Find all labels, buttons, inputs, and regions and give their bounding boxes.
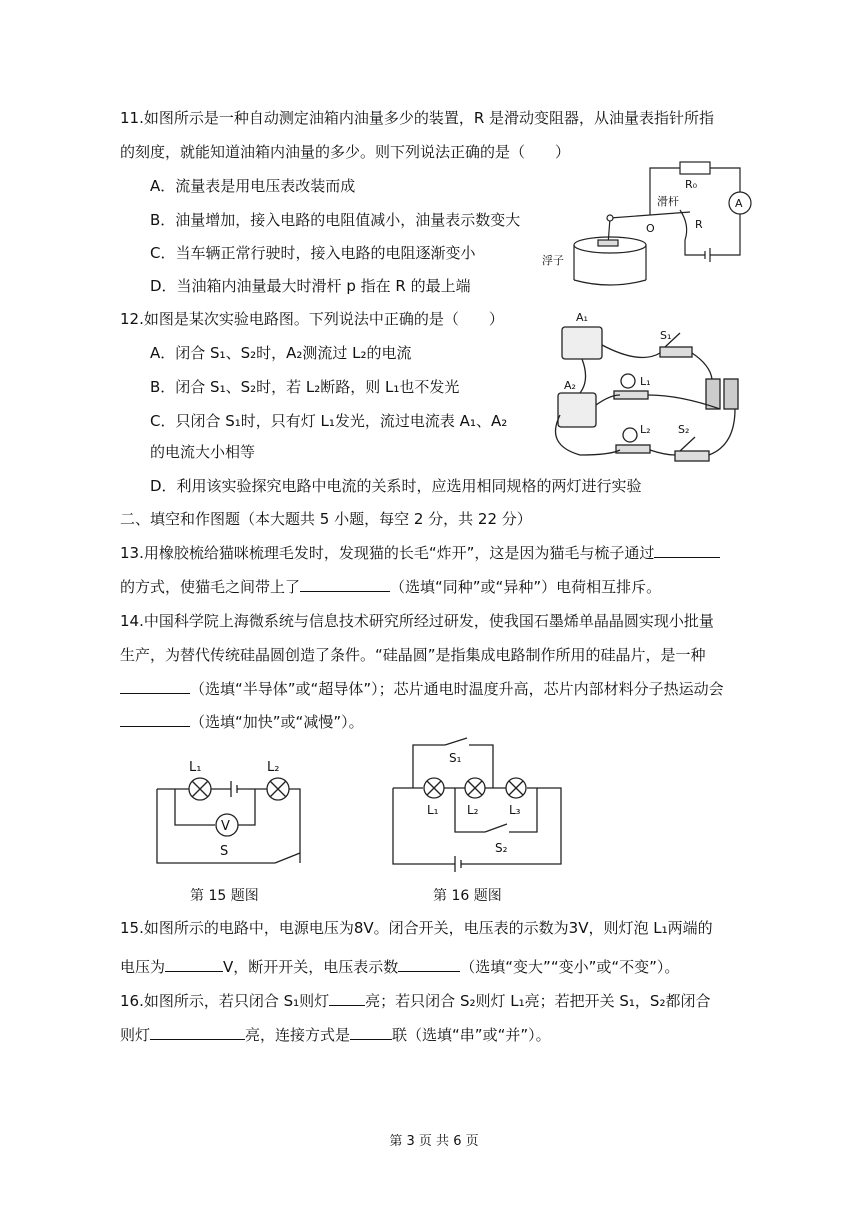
q13-line1: [120, 543, 720, 563]
q13-blank-2[interactable]: [300, 577, 390, 592]
label-v: V: [221, 819, 230, 834]
label-l1: L₁: [189, 760, 202, 775]
q11-stem-line1: 11.如图所示是一种自动测定油箱内油量多少的装置，R 是滑动变阻器，从油量表指针所指: [120, 109, 715, 127]
figure-16-caption: 第 16 题图: [433, 888, 502, 904]
label-s1: S₁: [449, 751, 462, 765]
bulb-l1: [621, 374, 635, 388]
q15-line2: [120, 957, 679, 977]
label-a2: A₂: [564, 379, 576, 392]
q15-blank-1[interactable]: [165, 957, 223, 972]
q13-line2-text-a: 的方式，使猫毛之间带上了: [120, 578, 301, 596]
switch-s1: [445, 738, 467, 745]
section-2-heading: 二、填空和作图题（本大题共 5 小题，每空 2 分，共 22 分）: [120, 510, 532, 528]
label-s: S: [220, 844, 229, 859]
q12-option-b: B．闭合 S₁、S₂时，若 L₂断路，则 L₁也不发光: [150, 378, 460, 396]
q15-line1: 15.如图所示的电路中，电源电压为8V。闭合开关，电压表的示数为3V，则灯泡 L₁两端的: [120, 919, 713, 937]
q16-line1: [120, 991, 710, 1011]
ammeter-a1: [562, 327, 602, 359]
q15-line2-text-a: 电压为: [120, 958, 166, 976]
q15-line2-text-c: （选填“变大”“变小”或“不变”）。: [460, 958, 680, 976]
q15-blank-2[interactable]: [398, 957, 460, 972]
q12-option-c: C．只闭合 S₁时，只有灯 L₁发光，流过电流表 A₁、A₂: [150, 412, 508, 430]
label-l2: L₂: [267, 760, 280, 775]
q11-option-d: D．当油箱内油量最大时滑杆 p 指在 R 的最上端: [150, 277, 471, 295]
q12-stem: 12.如图是某次实验电路图。下列说法中正确的是（ ）: [120, 310, 504, 328]
page-footer: 第 3 页 共 6 页: [389, 1134, 479, 1149]
q13-blank-1[interactable]: [654, 543, 720, 558]
q11-figure: [542, 160, 760, 295]
figure-15: [145, 755, 315, 870]
label-l2: L₂: [640, 423, 651, 436]
q12-option-a: A．闭合 S₁、S₂时，A₂测流过 L₂的电流: [150, 344, 412, 362]
float: [598, 240, 618, 246]
label-float: 浮子: [542, 254, 564, 267]
q12-option-d: D．利用该实验探究电路中电流的关系时，应选用相同规格的两灯进行实验: [150, 477, 642, 495]
switch-s1: [660, 347, 692, 357]
q14-line2: 生产，为替代传统硅晶圆创造了条件。“硅晶圆”是指集成电路制作所用的硅晶片，是一种: [120, 646, 706, 664]
q16-line2-text-a: 则灯: [120, 1026, 151, 1044]
q14-line1: 14.中国科学院上海微系统与信息技术研究所经过研发，使我国石墨烯单晶晶圆实现小批量: [120, 612, 714, 630]
q13-line2: [120, 577, 661, 597]
q14-blank-2[interactable]: [120, 712, 190, 727]
q14-line3: [120, 679, 724, 699]
q13-line2-text-b: （选填“同种”或“异种”）电荷相互排斥。: [390, 578, 662, 596]
switch-s2: [485, 824, 507, 832]
label-a1: A₁: [576, 311, 588, 324]
label-l1: L₁: [640, 375, 651, 388]
bulb-l2: [623, 428, 637, 442]
label-l2: L₂: [467, 803, 479, 817]
q14-line4-text: （选填“加快”或“减慢”）。: [190, 713, 364, 731]
q11-option-b: B．油量增加，接入电路的电阻值减小，油量表示数变大: [150, 211, 521, 229]
battery-2: [724, 379, 738, 409]
q11-option-a: A．流量表是用电压表改装而成: [150, 177, 356, 195]
label-s2: S₂: [678, 423, 690, 436]
q13-line1-text: 13.用橡胶梳给猫咪梳理毛发时，发现猫的长毛“炸开”，这是因为猫毛与梳子通过: [120, 544, 655, 562]
figure-15-caption: 第 15 题图: [190, 888, 259, 904]
label-s2: S₂: [495, 841, 508, 855]
q14-line3-text: （选填“半导体”或“超导体”）；芯片通电时温度升高，芯片内部材料分子热运动会: [190, 680, 724, 698]
q16-line2-text-c: 联（选填“串”或“并”）。: [392, 1026, 551, 1044]
q12-figure: [540, 305, 755, 470]
q12-option-c-cont: 的电流大小相等: [150, 443, 256, 461]
rheostat-r: [680, 210, 687, 240]
q15-line2-text-b: V，断开开关，电压表示数: [223, 958, 399, 976]
switch-s: [275, 853, 300, 863]
switch-s2: [675, 451, 709, 461]
q14-line4: [120, 712, 364, 732]
ammeter-a2: [558, 393, 596, 427]
q16-blank-1[interactable]: [329, 991, 365, 1006]
label-r: R: [695, 218, 703, 231]
q16-line2: [120, 1025, 551, 1045]
resistor-r0: [680, 162, 710, 174]
label-l1: L₁: [427, 803, 439, 817]
q16-blank-3[interactable]: [350, 1025, 392, 1040]
label-r0: R₀: [685, 178, 698, 191]
q16-line2-text-b: 亮，连接方式是: [245, 1026, 351, 1044]
q16-line1-text-b: 亮；若只闭合 S₂则灯 L₁亮；若把开关 S₁，S₂都闭合: [365, 992, 711, 1010]
label-ammeter: A: [735, 197, 743, 210]
label-lever: 滑杆: [657, 195, 679, 208]
q14-blank-1[interactable]: [120, 679, 190, 694]
q11-option-c: C．当车辆正常行驶时，接入电路的电阻逐渐变小: [150, 244, 476, 262]
q16-line1-text-a: 16.如图所示，若只闭合 S₁则灯: [120, 992, 330, 1010]
q11-stem-line2: 的刻度，就能知道油箱内油量的多少。则下列说法正确的是（ ）: [120, 143, 571, 161]
label-s1: S₁: [660, 329, 672, 342]
label-pivot: O: [646, 222, 655, 235]
label-l3: L₃: [509, 803, 521, 817]
q16-blank-2[interactable]: [150, 1025, 245, 1040]
figure-16: [385, 740, 570, 870]
